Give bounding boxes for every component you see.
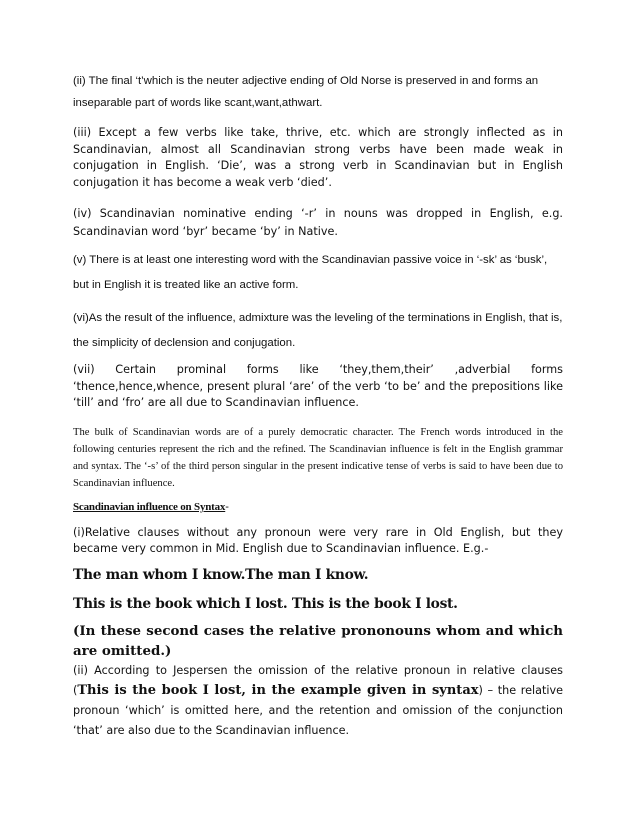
paragraph-vii-first-line <box>73 362 563 379</box>
jespersen-bold-example: This is the book I lost, in the example given in syntax <box>77 683 479 698</box>
paragraph-iii: (iii) Except a few verbs like take, thrive, etc. which are strongly inflected as in Scandinavian, almost all Scandinavian strong verbs have been made weak in conjugation in English. ‘Die’, was a strong verb in Scandinavian but in English conjugation it has become a weak verb ‘died’. <box>73 126 563 189</box>
vii-word: forms <box>246 363 279 376</box>
paragraph-v: (v) There is at least one interesting word with the Scandinavian passive voice in ‘-sk’ as ‘busk’, but in English it is treated like an active form. <box>73 254 548 291</box>
syntax-intro: (i)Relative clauses without any pronoun were very rare in Old English, but they became very common in Mid. English due to Scandinavian influence. E.g.- <box>73 526 563 555</box>
vii-word: prominal <box>176 363 227 376</box>
jespersen-suffix: ) – the relative pronoun ‘which’ is omitted here, and the retention and omission of the conjunction ‘that’ are also due to the Scandinavian influence. <box>73 684 564 737</box>
vii-word: ‘they,them,their’ <box>339 363 434 376</box>
omission-note: (In these second cases the relative prononouns whom and which are omitted.) <box>73 623 563 659</box>
example-sentence-1: The man whom I know.The man I know. <box>73 567 369 583</box>
vii-word: Certain <box>115 363 157 376</box>
paragraph-vii-rest: ‘thence,hence,whence, present plural ‘are’ of the verb ‘to be’ and the prepositions like ‘till’ and ‘fro’ are all due to Scandinavian influence. <box>73 379 563 409</box>
vii-word: (vii) <box>73 363 95 376</box>
example-sentence-2: This is the book which I lost. This is the book I lost. <box>73 596 458 612</box>
vii-word: like <box>299 363 319 376</box>
paragraph-vi: (vi)As the result of the influence, admixture was the leveling of the terminations in English, that is, the simplicity of declension and conjugation. <box>73 312 563 349</box>
vii-word: ,adverbial <box>454 363 511 376</box>
paragraph-iv: (iv) Scandinavian nominative ending ‘-r’ in nouns was dropped in English, e.g. Scandinavian word ‘byr’ became ‘by’ in Native. <box>73 207 563 238</box>
section-heading: Scandinavian influence on Syntax <box>73 501 226 513</box>
paragraph-vii <box>73 362 563 412</box>
section-heading-suffix: - <box>225 501 229 513</box>
paragraph-bulk: The bulk of Scandinavian words are of a purely democratic character. The French words introduced in the following centuries represent the rich and the refined. The Scandinavian influence is felt in the English grammar and syntax. The ‘-s’ of the third person singular in the present indicative tense of verbs is said to have been due to Scandinavian influence. <box>73 427 563 489</box>
jespersen-paragraph <box>73 661 563 741</box>
vii-word: forms <box>531 363 563 376</box>
paragraph-ii: (ii) The final ‘t’which is the neuter adjective ending of Old Norse is preserved in and forms an inseparable part of words like scant,want,athwart. <box>73 75 539 109</box>
jespersen-prefix: (ii) According to Jespersen the omission of the relative pronoun in relative clauses ( <box>73 664 563 697</box>
syntax-heading-line <box>73 496 563 518</box>
